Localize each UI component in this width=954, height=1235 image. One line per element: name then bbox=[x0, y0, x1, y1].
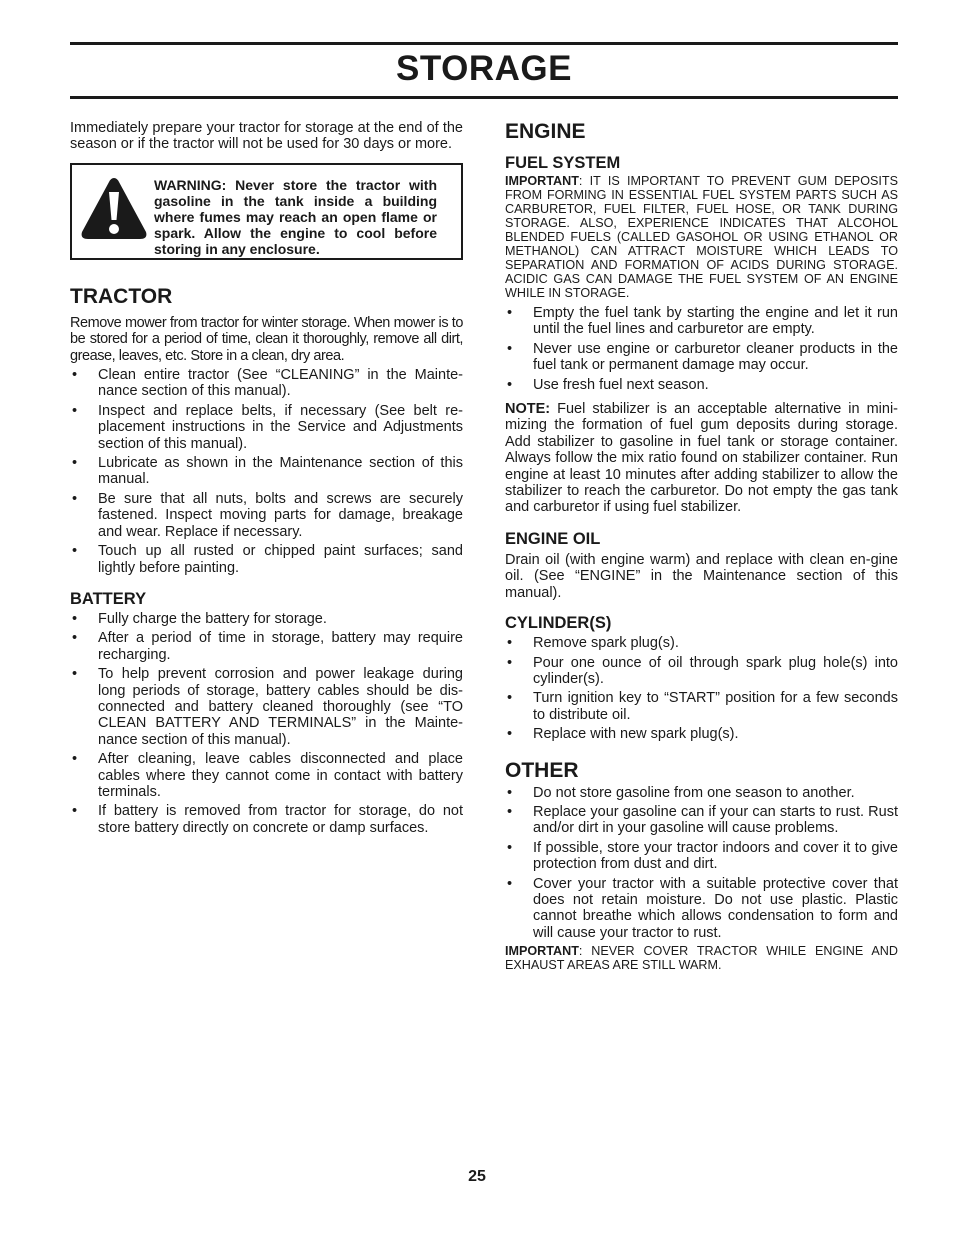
list-item: • Cover your tractor with a suitable protective cover that does not retain moisture. Do not use plastic. Plastic cannot breathe which allows condensation to form and will cause your tractor to rust. bbox=[505, 876, 898, 942]
list-item: • Use fresh fuel next season. bbox=[505, 377, 898, 393]
list-item: • To help prevent corrosion and power leakage during long periods of storage, battery cables should be dis-connected and battery cleaned thoroughly (see “TO CLEAN BATTERY AND TERMINALS” in the Mainte-nance section of this manual). bbox=[70, 666, 463, 748]
list-item: • Do not store gasoline from one season to another. bbox=[505, 785, 898, 801]
left-column bbox=[70, 120, 463, 839]
list-item: • Turn ignition key to “START” position for a few seconds to distribute oil. bbox=[505, 690, 898, 723]
list-item: • Touch up all rusted or chipped paint surfaces; sand lightly before painting. bbox=[70, 543, 463, 576]
list-item: • Replace your gasoline can if your can starts to rust. Rust and/or dirt in your gasoline will cause problems. bbox=[505, 804, 898, 837]
fuel-system-list bbox=[505, 305, 898, 393]
important-label: IMPORTANT bbox=[505, 944, 579, 959]
title-underline bbox=[70, 96, 898, 99]
tractor-list bbox=[70, 367, 463, 576]
list-item: • Lubricate as shown in the Maintenance section of this manual. bbox=[70, 455, 463, 488]
fuel-system-heading: FUEL SYSTEM bbox=[505, 154, 621, 172]
storage-intro: Immediately prepare your tractor for storage at the end of the season or if the tractor will not be used for 30 days or more. bbox=[70, 120, 463, 153]
fuel-stabilizer-note bbox=[505, 401, 898, 516]
top-rule bbox=[70, 42, 898, 45]
important-label: IMPORTANT bbox=[505, 174, 579, 188]
list-item: • After a period of time in storage, battery may require recharging. bbox=[70, 630, 463, 663]
list-item: • Pour one ounce of oil through spark plug hole(s) into cylinder(s). bbox=[505, 655, 898, 688]
list-item: • Fully charge the battery for storage. bbox=[70, 611, 463, 627]
tractor-heading: TRACTOR bbox=[70, 284, 173, 308]
list-item: • Empty the fuel tank by starting the engine and let it run until the fuel lines and carburetor are empty. bbox=[505, 305, 898, 338]
other-list bbox=[505, 785, 898, 942]
engine-oil-text: Drain oil (with engine warm) and replace with clean en-gine oil. (See “ENGINE” in the Maintenance section of this manual). bbox=[505, 551, 898, 601]
important-text: : NEVER COVER TRACTOR WHILE ENGINE AND EXHAUST AREAS ARE STILL WARM. bbox=[505, 944, 898, 973]
right-column bbox=[505, 120, 898, 972]
engine-oil-heading: ENGINE OIL bbox=[505, 529, 601, 548]
list-item: • Never use engine or carburetor cleaner products in the fuel tank or permanent damage may occur. bbox=[505, 341, 898, 374]
battery-list bbox=[70, 611, 463, 836]
fuel-system-important bbox=[505, 174, 898, 300]
list-item: • Replace with new spark plug(s). bbox=[505, 726, 898, 742]
list-item: • If possible, store your tractor indoors and cover it to give protection from dust and dirt. bbox=[505, 840, 898, 873]
other-heading: OTHER bbox=[505, 758, 579, 782]
warning-box bbox=[70, 163, 463, 260]
page-title: STORAGE bbox=[396, 49, 572, 88]
list-item: • If battery is removed from tractor for storage, do not store battery directly on concrete or damp surfaces. bbox=[70, 803, 463, 836]
cylinders-heading: CYLINDER(S) bbox=[505, 614, 612, 633]
note-text: Fuel stabilizer is an acceptable alternative in mini-mizing the formation of fuel gum deposits during storage. Add stabilizer to gasoline in fuel tank or storage container. Always follow the mix ratio found on stabilizer container. Run engine at least 10 minutes after adding stabilizer to allow the stabilizer to reach the carburetor. Do not empty the gas tank and carburetor if using fuel stabilizer. bbox=[505, 401, 898, 516]
other-important bbox=[505, 944, 898, 972]
page-number: 25 bbox=[468, 1168, 486, 1185]
list-item: • After cleaning, leave cables disconnected and place cables where they cannot come in contact with battery terminals. bbox=[70, 751, 463, 800]
list-item: • Be sure that all nuts, bolts and screws are securely fastened. Inspect moving parts for damage, breakage and wear. Replace if necessary. bbox=[70, 491, 463, 540]
list-item: • Inspect and replace belts, if necessary (See belt re-placement instructions in the Service and Adjustments section of this manual). bbox=[70, 403, 463, 452]
cylinders-list bbox=[505, 635, 898, 742]
important-text: : IT IS IMPORTANT TO PREVENT GUM DEPOSITS FROM FORMING IN ESSENTIAL FUEL SYSTEM PARTS SUCH AS CARBURETOR, FUEL FILTER, FUEL HOSE, OR TANK DURING STORAGE. ALSO, EXPERIENCE INDICATES THAT ALCOHOL BLENDED FUELS (CALLED GASOHOL OR USING ETHANOL OR METHANOL) CAN ATTRACT MOISTURE WHICH LEADS TO SEPARATION AND FORMATION OF ACIDS DURING STORAGE. ACIDIC GAS CAN DAMAGE THE FUEL SYSTEM OF AN ENGINE WHILE IN STORAGE. bbox=[505, 174, 898, 300]
note-label: NOTE: bbox=[505, 401, 551, 418]
battery-heading: BATTERY bbox=[70, 589, 147, 608]
warning-triangle-icon bbox=[79, 176, 149, 242]
tractor-intro: Remove mower from tractor for winter storage. When mower is to be stored for a period of time, clean it thoroughly, remove all dirt, grease, leaves, etc. Store in a clean, dry area. bbox=[70, 314, 463, 364]
list-item: • Remove spark plug(s). bbox=[505, 635, 898, 651]
warning-text: WARNING: Never store the tractor with gasoline in the tank inside a building where fumes may reach an open flame or spark. Allow the engine to cool before storing in any enclosure. bbox=[154, 176, 437, 257]
list-item: • Clean entire tractor (See “CLEANING” in the Mainte-nance section of this manual). bbox=[70, 367, 463, 400]
engine-heading: ENGINE bbox=[505, 120, 586, 143]
